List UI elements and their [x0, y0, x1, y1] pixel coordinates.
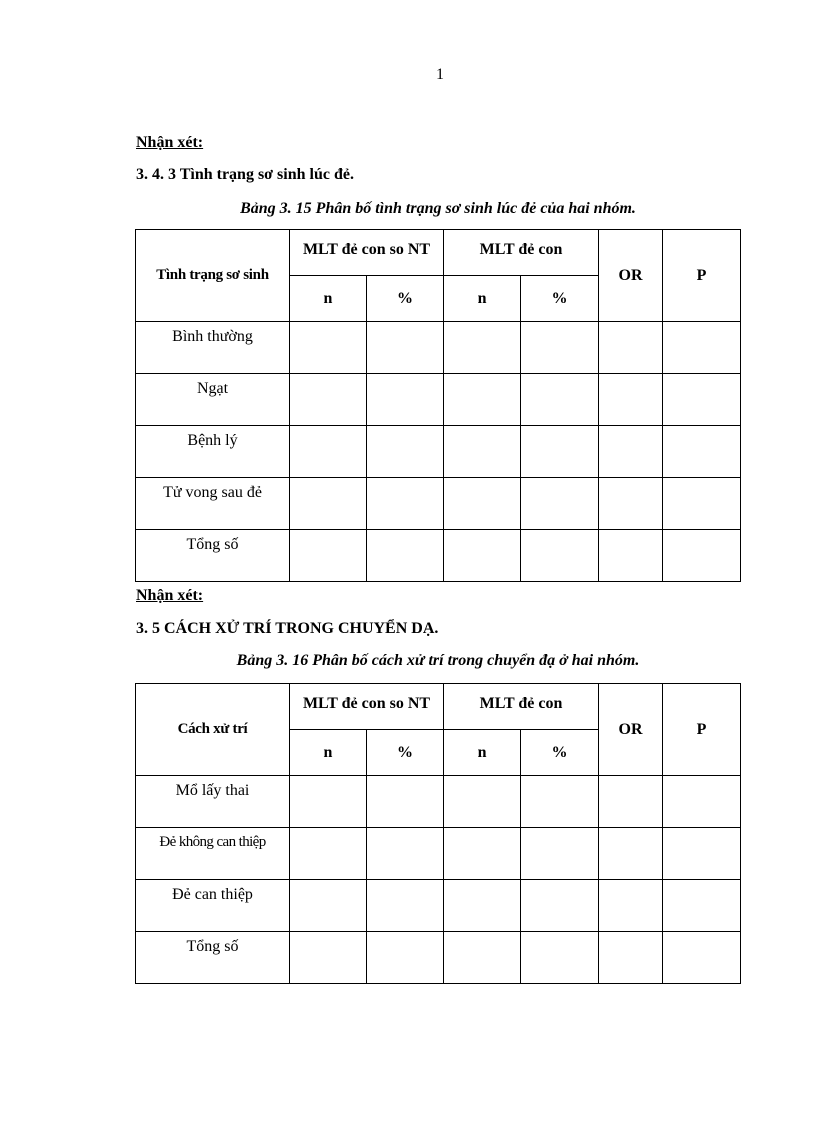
newborn-status-table: [135, 229, 741, 582]
subheader-percent: %: [367, 276, 444, 322]
section-heading: 3. 5 CÁCH XỬ TRÍ TRONG CHUYỂN DẠ.: [136, 620, 439, 637]
table-row: [136, 426, 741, 478]
table-row: [136, 776, 741, 828]
row-label: Bình thường: [136, 322, 290, 374]
row-label: Tổng số: [136, 530, 290, 582]
table-row: [136, 322, 741, 374]
column-header-group2: MLT đẻ con: [444, 230, 599, 276]
column-header-management: Cách xử trí: [136, 684, 290, 776]
subheader-n: n: [290, 730, 367, 776]
subheader-percent: %: [521, 730, 599, 776]
remark-label: Nhận xét:: [136, 134, 204, 151]
table-row: [136, 478, 741, 530]
remark-label: Nhận xét:: [136, 587, 204, 604]
table-row: [136, 880, 741, 932]
column-header-or: OR: [599, 230, 663, 322]
row-label: Đẻ can thiệp: [136, 880, 290, 932]
section-heading: 3. 4. 3 Tình trạng sơ sinh lúc đẻ.: [136, 166, 354, 183]
column-header-status: Tình trạng sơ sinh: [136, 230, 290, 322]
row-label: Mổ lấy thai: [136, 776, 290, 828]
subheader-percent: %: [367, 730, 444, 776]
column-header-or: OR: [599, 684, 663, 776]
column-header-p: P: [663, 684, 741, 776]
row-label: Tử vong sau đẻ: [136, 478, 290, 530]
page-number: 1: [436, 66, 444, 83]
column-header-p: P: [663, 230, 741, 322]
subheader-percent: %: [521, 276, 599, 322]
table-row: [136, 374, 741, 426]
row-label: Đẻ không can thiệp: [136, 828, 290, 880]
subheader-n: n: [444, 276, 521, 322]
column-header-group1: MLT đẻ con so NT: [290, 684, 444, 730]
row-label: Ngạt: [136, 374, 290, 426]
column-header-group1: MLT đẻ con so NT: [290, 230, 444, 276]
column-header-group2: MLT đẻ con: [444, 684, 599, 730]
row-label: Bệnh lý: [136, 426, 290, 478]
row-label: Tổng số: [136, 932, 290, 984]
table-row: [136, 530, 741, 582]
table-caption: Bảng 3. 16 Phân bố cách xử trí trong chuyển đạ ở hai nhóm.: [236, 652, 640, 669]
labor-management-table: [135, 683, 741, 984]
table-row: [136, 828, 741, 880]
table-row: [136, 932, 741, 984]
subheader-n: n: [290, 276, 367, 322]
table-caption: Bảng 3. 15 Phân bố tình trạng sơ sinh lúc đẻ của hai nhóm.: [240, 200, 636, 217]
subheader-n: n: [444, 730, 521, 776]
